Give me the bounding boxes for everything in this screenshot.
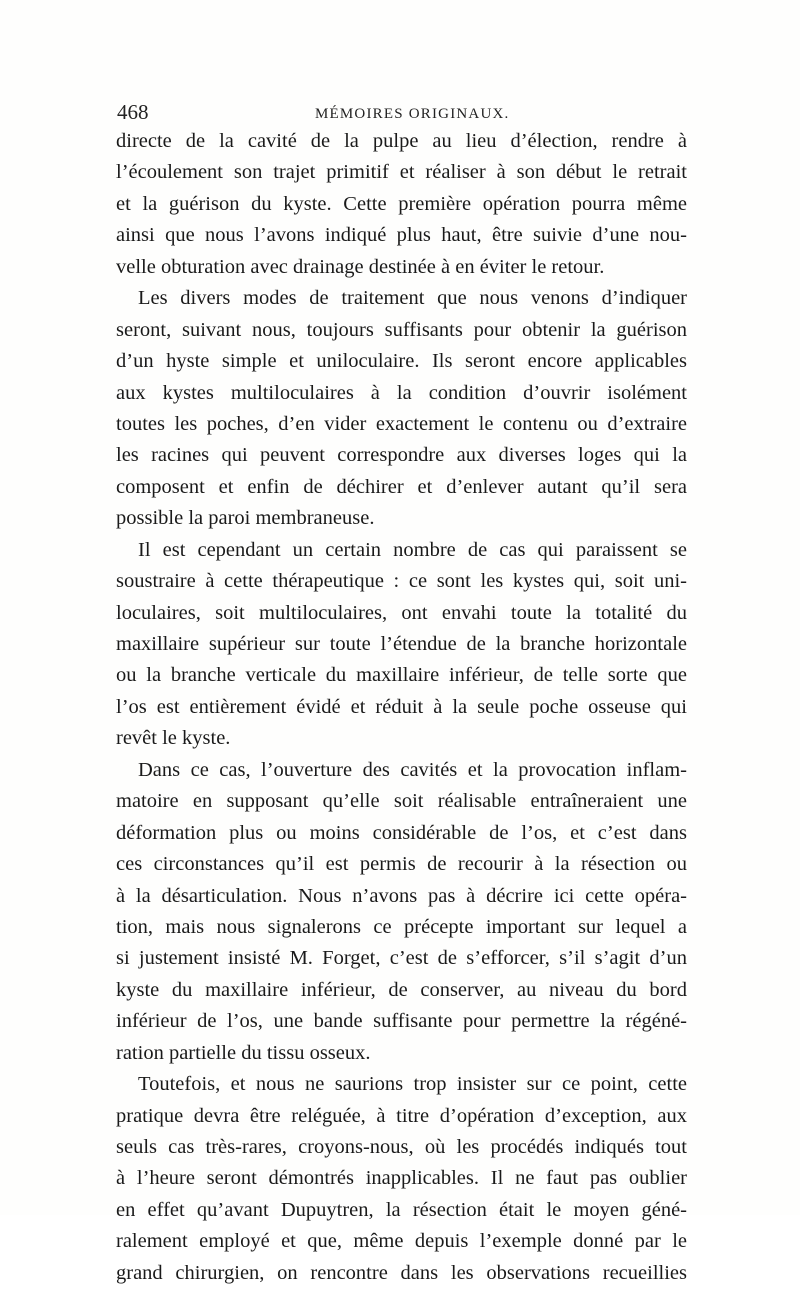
text-line: seront, suivant nous, toujours suffisants pour obtenir la guérison: [116, 318, 687, 341]
text-line: toutes les poches, d’en vider exactement le contenu ou d’extraire: [116, 412, 687, 435]
text-line: l’écoulement son trajet primitif et réaliser à son début le retrait: [116, 161, 687, 184]
text-line: velle obturation avec drainage destinée à en éviter le retour.: [116, 255, 605, 278]
text-line: inférieur de l’os, une bande suffisante pour permettre la régéné-: [116, 1010, 687, 1033]
text-line: en effet qu’avant Dupuytren, la résection était le moyen géné-: [116, 1198, 687, 1221]
text-line: kyste du maxillaire inférieur, de conserver, au niveau du bord: [116, 978, 687, 1001]
text-line: tion, mais nous signalerons ce précepte important sur lequel a: [116, 915, 687, 938]
text-line: ralement employé et que, même depuis l’exemple donné par le: [116, 1230, 687, 1253]
text-line: aux kystes multiloculaires à la condition d’ouvrir isolément: [116, 381, 687, 404]
text-line: soustraire à cette thérapeutique : ce sont les kystes qui, soit uni-: [116, 570, 687, 593]
body-text: [116, 126, 687, 1289]
text-line: revêt le kyste.: [116, 727, 231, 750]
text-line: à l’heure seront démontrés inapplicables. Il ne faut pas oublier: [116, 1167, 687, 1190]
text-line: déformation plus ou moins considérable de l’os, et c’est dans: [116, 821, 687, 844]
text-line: et la guérison du kyste. Cette première opération pourra même: [116, 192, 687, 215]
page-number: 468: [117, 100, 149, 124]
text-line: d’un hyste simple et uniloculaire. Ils seront encore applicables: [116, 350, 687, 373]
text-line: les racines qui peuvent correspondre aux diverses loges qui la: [116, 444, 687, 467]
text-line: directe de la cavité de la pulpe au lieu d’élection, rendre à: [116, 130, 687, 152]
text-line: pratique devra être reléguée, à titre d’opération d’exception, aux: [116, 1104, 687, 1127]
text-line: Les divers modes de traitement que nous venons d’indiquer: [138, 287, 687, 310]
text-line: ou la branche verticale du maxillaire inférieur, de telle sorte que: [116, 664, 687, 687]
text-line: ration partielle du tissu osseux.: [116, 1041, 371, 1064]
text-line: l’os est entièrement évidé et réduit à la seule poche osseuse qui: [116, 695, 687, 718]
text-line: si justement insisté M. Forget, c’est de s’efforcer, s’il s’agit d’un: [116, 947, 687, 970]
text-line: seuls cas très-rares, croyons-nous, où les procédés indiqués tout: [116, 1136, 687, 1158]
text-line: possible la paroi membraneuse.: [116, 507, 375, 530]
text-line: grand chirurgien, on rencontre dans les observations recueillies: [116, 1261, 687, 1284]
text-line: maxillaire supérieur sur toute l’étendue de la branche horizontale: [116, 633, 687, 655]
text-line: ces circonstances qu’il est permis de recourir à la résection ou: [116, 853, 687, 876]
page-header: [115, 98, 685, 128]
text-line: Dans ce cas, l’ouverture des cavités et la provocation inflam-: [138, 758, 687, 781]
text-line: loculaires, soit multiloculaires, ont envahi toute la totalité du: [116, 601, 687, 624]
text-line: à la désarticulation. Nous n’avons pas à décrire ici cette opéra-: [116, 884, 687, 907]
text-line: composent et enfin de déchirer et d’enlever autant qu’il sera: [116, 475, 687, 498]
text-line: Toutefois, et nous ne saurions trop insister sur ce point, cette: [138, 1073, 687, 1096]
running-title: MÉMOIRES ORIGINAUX.: [315, 106, 510, 122]
text-line: Il est cependant un certain nombre de cas qui paraissent se: [138, 538, 687, 561]
text-line: ainsi que nous l’avons indiqué plus haut, être suivie d’une nou-: [116, 224, 687, 247]
text-line: matoire en supposant qu’elle soit réalisable entraîneraient une: [116, 790, 687, 813]
